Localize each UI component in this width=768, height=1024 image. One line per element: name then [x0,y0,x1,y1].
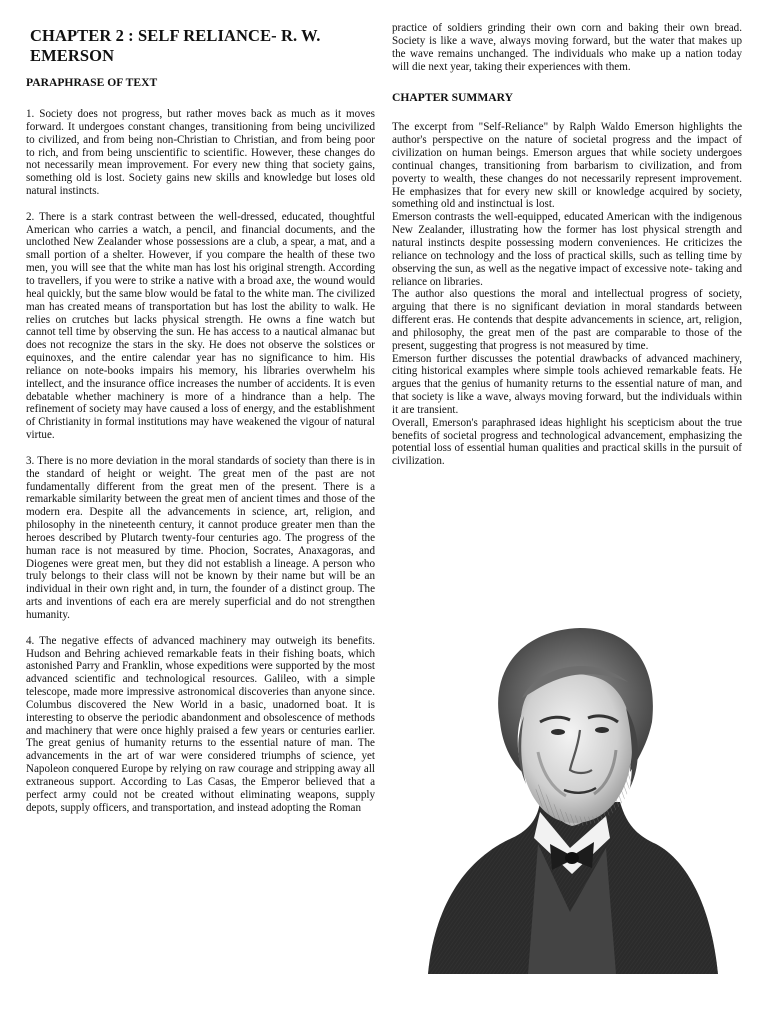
paraphrase-paragraph-4: 4. The negative effects of advanced machinery may outweigh its benefits. Hudson and Behring achieved remarkable feats in their fishing boats, which astonished Parry and Franklin, whose expeditions were supported by the most advanced scientific and technological resources. Galileo, with a simple telescope, made more impressive astronomical discoveries than anyone since. Columbus discovered the New World in a basic, unadorned boat. It is interesting to observe the periodic abandonment and obsolescence of methods and machinery that were once highly praised a few years or centuries earlier. The great genius of humanity returns to the essential nature of man. The advancements in the art of war were considered triumphs of science, yet Napoleon conquered Europe by relying on raw courage and stripping away all extraneous support. According to Las Casas, the Emperor believed that a perfect army could not be created without eliminating weapons, supply depots, supply officers, and transportation, and instead adopting the Roman [26,634,375,814]
paraphrase-paragraph-1: 1. Society does not progress, but rather moves back as much as it moves forward. It undergoes constant changes, transitioning from being uncivilized to civilized, and from being non-Christian to Christian, and from being poor to rich, and from being unscientific to scientific. However, these changes do not necessarily mean improvement. For every new thing that society gains, something old is lost. Society gains new skills and knowledge but loses old natural instincts. [26,108,375,198]
summary-paragraph-4: Overall, Emerson's paraphrased ideas highlight his scepticism about the true benefits of societal progress and technological advancement, emphasizing the potential loss of essential human qualities and practical skills in the pursuit of civilization. [392,416,742,468]
summary-paragraph-2: The author also questions the moral and intellectual progress of society, arguing that there is no significant deviation in moral standards between different eras. He contends that despite advancements in science, art, religion, and philosophy, the great men of the past are comparable to those of the present, suggesting that progress is not measured by time. [392,288,742,352]
summary-heading: CHAPTER SUMMARY [392,91,513,105]
right-column [392,22,742,468]
emerson-portrait-image [420,612,720,974]
paraphrase-paragraph-3: 3. There is no more deviation in the moral standards of society than there is in the standard of height or weight. The great men of the past are not fundamentally different from the great men of the present. There is a remarkable similarity between the great men of ancient times and those of the modern era. Despite all the advancements in science, art, religion, and philosophy in the nineteenth century, it cannot produce greater men than the heroes described by Plutarch twenty-four centuries ago. The progress of the human race is not measured by time. Phocion, Socrates, Anaxagoras, and Diogenes were great men, but they did not establish a lineage. A person who truly belongs to their class will not be known by their name but will be an individual in their own right and, in turn, the founder of a distinct group. The arts and inventions of each era are merely superficial and do not strengthen humanity. [26,454,375,621]
paraphrase-heading: PARAPHRASE OF TEXT [26,76,158,89]
paraphrase-paragraph-2: 2. There is a stark contrast between the well-dressed, educated, thoughtful American who carries a watch, a pencil, and financial documents, and the unclothed New Zealander whose possessions are a club, a spear, a mat, and a small portion of a shelter. However, if you compare the health of these two men, you will see that the white man has lost his original strength. According to travellers, if you were to strike a native with a broad axe, the wound would heal quickly, but the same blow would be fatal to the white man. The civilized man has created means of transportation but has lost the ability to walk. He relies on crutches but lacks physical strength. He owns a fine watch but cannot tell time by observing the sun. He has access to a nautical almanac but does not recognize the stars in the sky. He does not observe the solstices or equinoxes, and the entire calendar year has no significance to him. His reliance on note-books impairs his memory, his libraries overwhelm his intellect, and the insurance office increases the number of accidents. It is even debatable whether machinery is more of a hindrance than a help. The refinement of society may have caused a loss of energy, and the establishment of Christianity in formal institutions may have weakened the vigour of natural virtue. [26,210,375,442]
chapter-title: CHAPTER 2 : SELF RELIANCE- R. W. EMERSON [30,26,321,65]
paraphrase-continued: practice of soldiers grinding their own corn and baking their own bread. Society is like a wave, always moving forward, but the water that makes up the wave remains unchanged. The individuals who make up a nation today will die next year, taking their experiences with them. [392,22,742,73]
left-column [26,20,375,815]
summary-intro: The excerpt from "Self-Reliance" by Ralph Waldo Emerson highlights the author's perspective on the nature of societal progress and the impact of civilization on human beings. Emerson argues that while society undergoes continual changes, transitioning from barbarism to civilization, and from poverty to wealth, these changes do not necessarily represent improvement. He emphasizes that for every new skill or knowledge acquired by society, something old and instinctual is lost. [392,121,742,211]
summary-paragraph-3: Emerson further discusses the potential drawbacks of advanced machinery, citing historical examples where simple tools achieved remarkable feats. He argues that the genius of humanity returns to the essential nature of man, and that society is like a wave, always moving forward, but the individuals within it are transient. [392,352,742,416]
summary-paragraph-1: Emerson contrasts the well-equipped, educated American with the indigenous New Zealander, illustrating how the former has lost physical strength and natural instincts despite possessing modern conveniences. He criticizes the reliance on technology and the loss of practical skills, such as telling time by observing the sun, as well as the negative impact of excessive note- taking and reliance on libraries. [392,211,742,288]
